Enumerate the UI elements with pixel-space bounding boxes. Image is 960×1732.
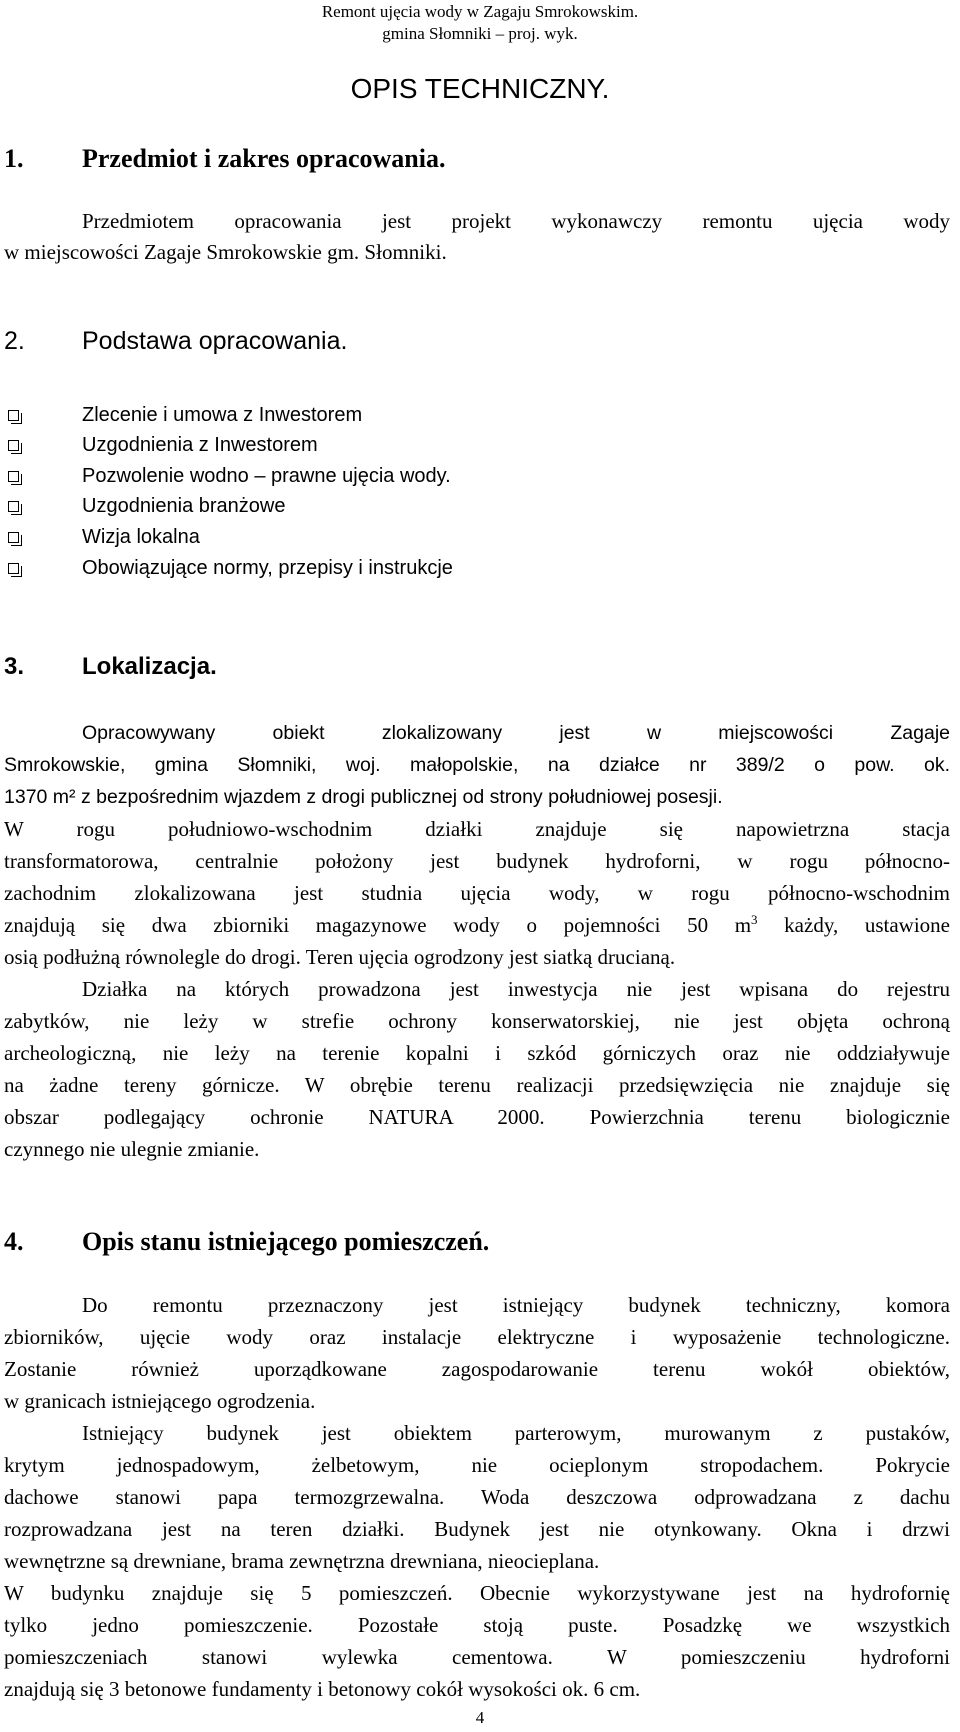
section-2-heading [4, 325, 934, 357]
checkbox-bullet-icon [8, 410, 19, 421]
section-1-title: Przedmiot i zakres opracowania. [82, 144, 446, 173]
section-3-line: Działka na których prowadzona jest inwestycja nie jest wpisana do rejestru [82, 977, 950, 1001]
section-4-line: rozprowadzana jest na teren działki. Budynek jest nie otynkowany. Okna i drzwi [4, 1517, 950, 1541]
section-4-heading [4, 1226, 934, 1258]
superscript-3: 3 [751, 912, 758, 927]
section-1-line: w miejscowości Zagaje Smrokowskie gm. Słomniki. [4, 240, 447, 264]
section-3-heading [4, 651, 934, 683]
document-page: Remont ujęcia wody w Zagaju Smrokowskim. gmina Słomniki – proj. wyk. OPIS TECHNICZNY. 1. Przedmiot i zakres opracowania. Przedmiotem opracowania jest projekt wykonawczy remontu ujęcia wody w miejscowości Zagaje Smrokowskie gm. Słomniki. 2. Podstawa opracowania. Zlecenie i umowa z Inwestorem Uzgodnienia z Inwestorem Pozwolenie wodno – prawne ujęcia wody. Uzgodnienia branżowe Wizja lokalna Obowiązujące normy, przepisy i instrukcje 3. Lokalizacja. Opracowywany obiekt zlokalizowany jest w miejscowości Zagaje Smrokowskie, gmina Słomniki, woj. małopolskie, na działce nr 389/2 o pow. ok. 1370 m² z bezpośrednim wjazdem z drogi publicznej od strony południowej posesji. W rogu południowo-wschodnim działki znajduje się napowietrzna stacja transformatorowa, centralnie położony jest budynek hydroforni, w rogu północno- zachodnim zlokalizowana jest studnia ujęcia wody, w rogu północno-wschodnim znajdują się dwa zbiorniki magazynowe wody o pojemności 50 $m^3$ każdy, ustawione osią podłużną równolegle do drogi. Teren ujęcia ogrodzony jest siatką drucianą. Działka na których prowadzona jest inwestycja nie jest wpisana do rejestru zabytków, nie leży w strefie ochrony konserwatorskiej, nie jest objęta ochroną archeologiczną, nie leży na terenie kopalni i szkód górniczych oraz nie oddziaływuje na żadne tereny górnicze. W obrębie terenu realizacji przedsięwzięcia nie znajduje się obszar podlegający ochronie NATURA 2000. Powierzchnia terenu biologicznie czynnego nie ulegnie zmianie. 4. Opis stanu istniejącego pomieszczeń. Do remontu przeznaczony jest istniejący budynek techniczny, komora zbiorników, ujęcie wody oraz instalacje elektryczne i wyposażenie technologiczne. Zostanie również uporządkowane zagospodarowanie terenu wokół obiektów, w granicach istniejącego ogrodzenia. Istniejący budynek jest obiektem parterowym, murowanym z pustaków, krytym jednospadowym, żelbetowym, nie ocieplonym stropodachem. Pokrycie dachowe stanowi papa termozgrzewalna. Woda deszczowa odprowadzana z dachu rozprowadzana jest na teren działki. Budynek jest nie otynkowany. Okna i drzwi wewnętrzne są drewniane, brama zewnętrzna drewniana, nieocieplana. W budynku znajduje się 5 pomieszczeń. Obecnie wykorzystywane jest na hydrofornię tylko jedno pomieszczenie. Pozostałe stoją puste. Posadzkę we wszystkich pomieszczeniach stanowi wylewka cementowa. W pomieszczeniu hydroforni znajdują się 3 betonowe fundamenty i betonowy cokół wysokości ok. 6 cm. 4 [0, 0, 960, 1732]
section-3-line: czynnego nie ulegnie zmianie. [4, 1137, 260, 1161]
checkbox-bullet-icon [8, 471, 19, 482]
section-4-line: zbiorników, ujęcie wody oraz instalacje elektryczne i wyposażenie technologiczne. [4, 1325, 950, 1349]
section-2-title: Podstawa opracowania. [82, 327, 348, 355]
section-3-line: Opracowywany obiekt zlokalizowany jest w miejscowości Zagaje [82, 722, 950, 744]
section-4-number: 4. [4, 1227, 24, 1256]
section-3-line: zabytków, nie leży w strefie ochrony konserwatorskiej, nie jest objęta ochroną [4, 1009, 950, 1033]
section-1-line: Przedmiotem opracowania jest projekt wykonawczy remontu ujęcia wody [82, 209, 950, 233]
section-4-line: wewnętrzne są drewniane, brama zewnętrzna drewniana, nieocieplana. [4, 1549, 600, 1573]
section-4-line: Istniejący budynek jest obiektem parterowym, murowanym z pustaków, [82, 1421, 950, 1445]
running-header-line-2: gmina Słomniki – proj. wyk. [382, 24, 578, 43]
section-4-line: w granicach istniejącego ogrodzenia. [4, 1389, 316, 1413]
running-header-line-1: Remont ujęcia wody w Zagaju Smrokowskim. [321, 2, 639, 21]
checkbox-bullet-icon [8, 563, 19, 574]
section-3-line: osią podłużną równolegle do drogi. Teren ujęcia ogrodzony jest siatką drucianą. [4, 945, 676, 969]
section-4-line: tylko jedno pomieszczenie. Pozostałe stoją puste. Posadzkę we wszystkich [4, 1613, 950, 1637]
checkbox-bullet-icon [8, 532, 19, 543]
section-3-line-with-superscript: znajdują się dwa zbiorniki magazynowe wody o pojemności 50 $m^3$ każdy, ustawione [4, 912, 950, 937]
checkbox-bullet-icon [8, 440, 19, 451]
section-4-line: Zostanie również uporządkowane zagospodarowanie terenu wokół obiektów, [4, 1357, 950, 1381]
section-2-number: 2. [4, 327, 25, 355]
section-3-line: obszar podlegający ochronie NATURA 2000. Powierzchnia terenu biologicznie [4, 1105, 950, 1129]
section-4-line: Do remontu przeznaczony jest istniejący budynek techniczny, komora [82, 1293, 950, 1317]
section-4-line: W budynku znajduje się 5 pomieszczeń. Obecnie wykorzystywane jest na hydrofornię [4, 1581, 950, 1605]
section-4-line: znajdują się 3 betonowe fundamenty i betonowy cokół wysokości ok. 6 cm. [4, 1677, 641, 1701]
section-3-number: 3. [4, 653, 25, 680]
section-3-title: Lokalizacja. [82, 653, 217, 680]
page-number: 4 [475, 1708, 485, 1727]
checkbox-bullet-icon [8, 501, 19, 512]
document-title: OPIS TECHNICZNY. [350, 73, 610, 104]
section-3-line: Smrokowskie, gmina Słomniki, woj. małopolskie, na działce nr 389/2 o pow. ok. [4, 754, 950, 776]
section-4-title: Opis stanu istniejącego pomieszczeń. [82, 1227, 490, 1256]
section-3-line: transformatorowa, centralnie położony jest budynek hydroforni, w rogu północno- [4, 849, 950, 873]
section-4-line: krytym jednospadowym, żelbetowym, nie ocieplonym stropodachem. Pokrycie [4, 1453, 950, 1477]
section-1-heading [4, 143, 934, 175]
section-3-line: na żadne tereny górnicze. W obrębie terenu realizacji przedsięwzięcia nie znajduje się [4, 1073, 950, 1097]
section-3-line: W rogu południowo-wschodnim działki znajduje się napowietrzna stacja [4, 817, 950, 841]
section-3-line: 1370 m² z bezpośrednim wjazdem z drogi publicznej od strony południowej posesji. [4, 786, 723, 808]
section-4-line: dachowe stanowi papa termozgrzewalna. Woda deszczowa odprowadzana z dachu [4, 1485, 950, 1509]
section-1-number: 1. [4, 144, 24, 173]
section-4-line: pomieszczeniach stanowi wylewka cementowa. W pomieszczeniu hydroforni [4, 1645, 950, 1669]
section-3-line: archeologiczną, nie leży na terenie kopalni i szkód górniczych oraz nie oddziaływuje [4, 1041, 950, 1065]
section-3-line: zachodnim zlokalizowana jest studnia ujęcia wody, w rogu północno-wschodnim [4, 881, 950, 905]
